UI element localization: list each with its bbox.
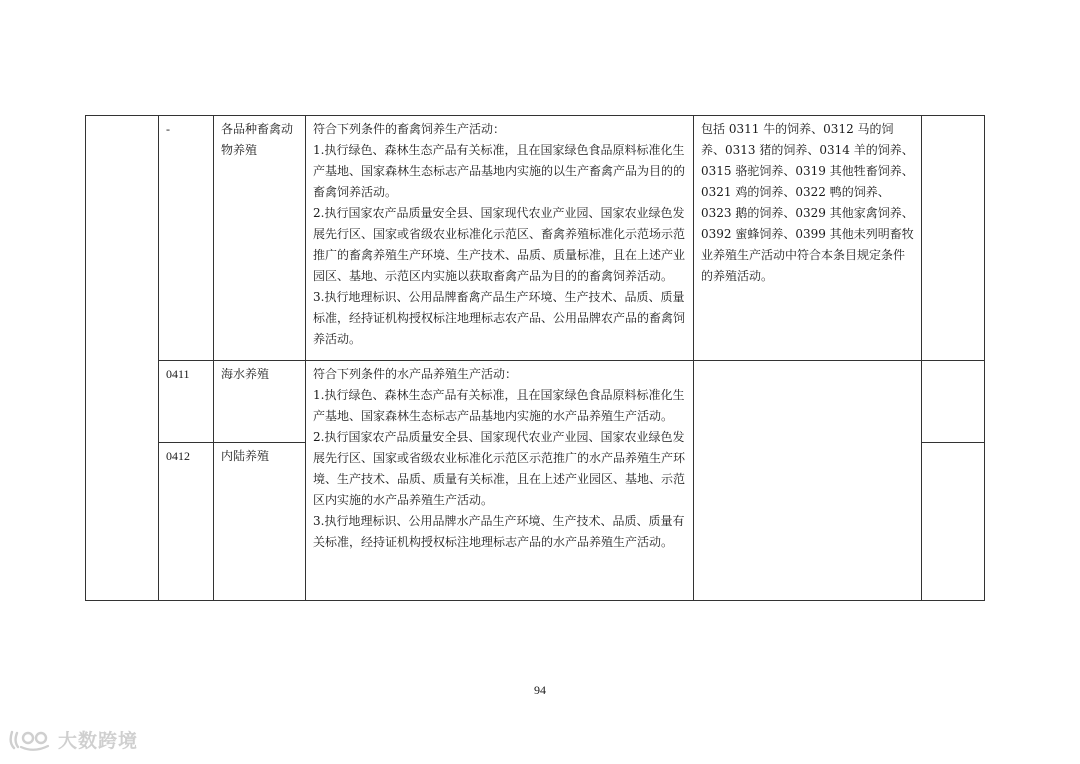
row-code: - — [159, 116, 214, 361]
blank-right-cell — [922, 361, 985, 443]
watermark-text: 大数跨境 — [58, 730, 139, 752]
condition-item: 3.执行地理标识、公用品牌水产品生产环境、生产技术、品质、质量有关标准，经持证机构授权标注地理标志产品的水产品养殖生产活动。 — [313, 514, 685, 549]
blank-left-cell — [86, 116, 159, 601]
condition-item: 2.执行国家农产品质量安全县、国家现代农业产业园、国家农业绿色发展先行区、国家或省级农业标准化示范区示范推广的水产品养殖生产环境、生产技术、品质、质量有关标准，且在上述产业园区、基地、示范区内实施的水产品养殖生产活动。 — [313, 430, 686, 507]
table-row — [86, 361, 985, 443]
blank-right-cell — [922, 116, 985, 361]
catalog-table — [85, 115, 985, 601]
condition-item: 3.执行地理标识、公用品牌畜禽产品生产环境、生产技术、品质、质量标准，经持证机构授权标注地理标志农产品、公用品牌农产品的畜禽饲养活动。 — [313, 290, 686, 346]
condition-item: 2.执行国家农产品质量安全县、国家现代农业产业园、国家农业绿色发展先行区、国家或省级农业标准化示范区、畜禽养殖标准化示范场示范推广的畜禽养殖生产环境、生产技术、品质、质量标准，且在上述产业园区、基地、示范区内实施以获取畜禽产品为目的的畜禽饲养活动。 — [313, 206, 686, 283]
row-code: 0412 — [159, 443, 214, 601]
blank-right-cell — [922, 443, 985, 601]
aquaculture-note-cell — [694, 361, 922, 601]
table-row — [86, 116, 985, 361]
watermark — [8, 726, 138, 753]
row-category-name: 海水养殖 — [214, 361, 306, 443]
page-number: 94 — [534, 683, 546, 697]
row-note: 包括 0311 牛的饲养、0312 马的饲养、0313 猪的饲养、0314 羊的饲养、0315 骆驼饲养、0319 其他牲畜饲养、0321 鸡的饲养、0322 鸭的饲养、0323 鹅的饲养、0329 其他家禽饲养、0392 蜜蜂饲养、0399 其他未列明畜牧业养殖生产活动中符合本条目规定条件的养殖活动。 — [694, 116, 922, 361]
row-conditions — [306, 116, 694, 361]
condition-item: 1.执行绿色、森林生态产品有关标准，且在国家绿色食品原料标准化生产基地、国家森林生态标志产品基地内实施的水产品养殖生产活动。 — [313, 388, 685, 423]
brand-logo-icon — [8, 728, 52, 752]
aquaculture-conditions — [306, 361, 694, 601]
condition-intro: 符合下列条件的畜禽饲养生产活动： — [313, 122, 506, 136]
row-category-name: 各品种畜禽动物养殖 — [214, 116, 306, 361]
row-category-name: 内陆养殖 — [214, 443, 306, 601]
condition-item: 1.执行绿色、森林生态产品有关标准，且在国家绿色食品原料标准化生产基地、国家森林生态标志产品基地内实施的以生产畜禽产品为目的的畜禽饲养活动。 — [313, 143, 686, 199]
row-code: 0411 — [159, 361, 214, 443]
condition-intro: 符合下列条件的水产品养殖生产活动： — [313, 367, 518, 381]
